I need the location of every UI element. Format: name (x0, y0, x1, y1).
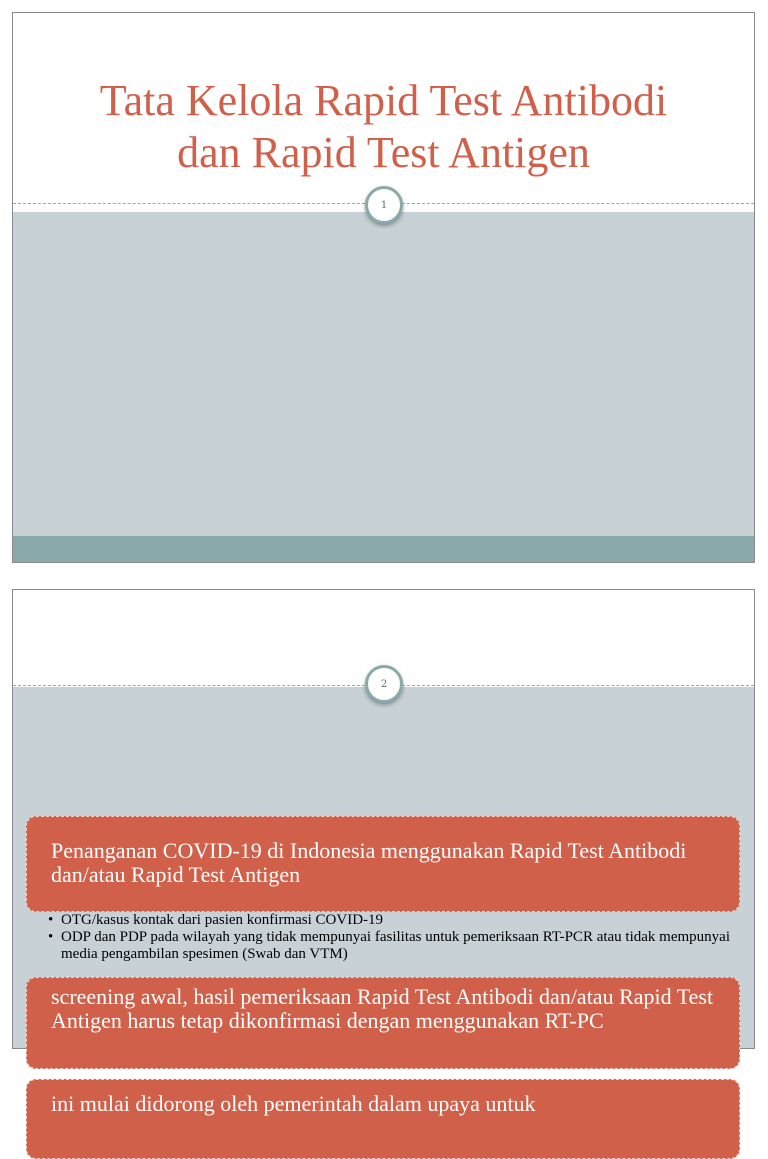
content-box-didorong-text: ini mulai didorong oleh pemerintah dalam upaya untuk (51, 1091, 536, 1116)
slide-1-title-line-2: dan Rapid Test Antigen (177, 128, 590, 177)
slide-1-number-badge (365, 186, 403, 224)
slide-1-title-line-1: Tata Kelola Rapid Test Antibodi (99, 76, 668, 125)
slide-2-number-badge (365, 665, 403, 703)
bullet-icon: • (48, 912, 54, 928)
slide-1 (12, 12, 755, 563)
list-item (45, 929, 745, 963)
list-item (45, 912, 745, 929)
slide-1-footer-band (13, 536, 754, 562)
bullet-icon: • (48, 929, 54, 945)
content-box-didorong (26, 1079, 740, 1159)
content-box-screening (26, 977, 740, 1069)
list-item-text: OTG/kasus kontak dari pasien konfirmasi COVID-19 (61, 912, 384, 928)
slide-2-body (13, 687, 754, 1116)
slide-1-title (33, 75, 734, 179)
slide-2-number: 2 (380, 678, 388, 690)
slide-1-body (13, 212, 754, 536)
list-item-text: ODP dan PDP pada wilayah yang tidak mempunyai fasilitas untuk pemeriksaan RT-PCR atau tidak mempunyai media pengambilan spesimen (Swab dan VTM) (61, 929, 730, 962)
slide-2 (12, 589, 755, 1116)
content-box-penanganan-text: Penanganan COVID-19 di Indonesia menggunakan Rapid Test Antibodi dan/atau Rapid Test Antigen (51, 838, 687, 887)
slide-1-number: 1 (380, 199, 388, 211)
content-box-penanganan (26, 816, 740, 912)
content-box-screening-text: screening awal, hasil pemeriksaan Rapid Test Antibodi dan/atau Rapid Test Antigen harus tetap dikonfirmasi dengan menggunakan RT-PC (51, 984, 714, 1033)
bullet-list (45, 912, 745, 963)
